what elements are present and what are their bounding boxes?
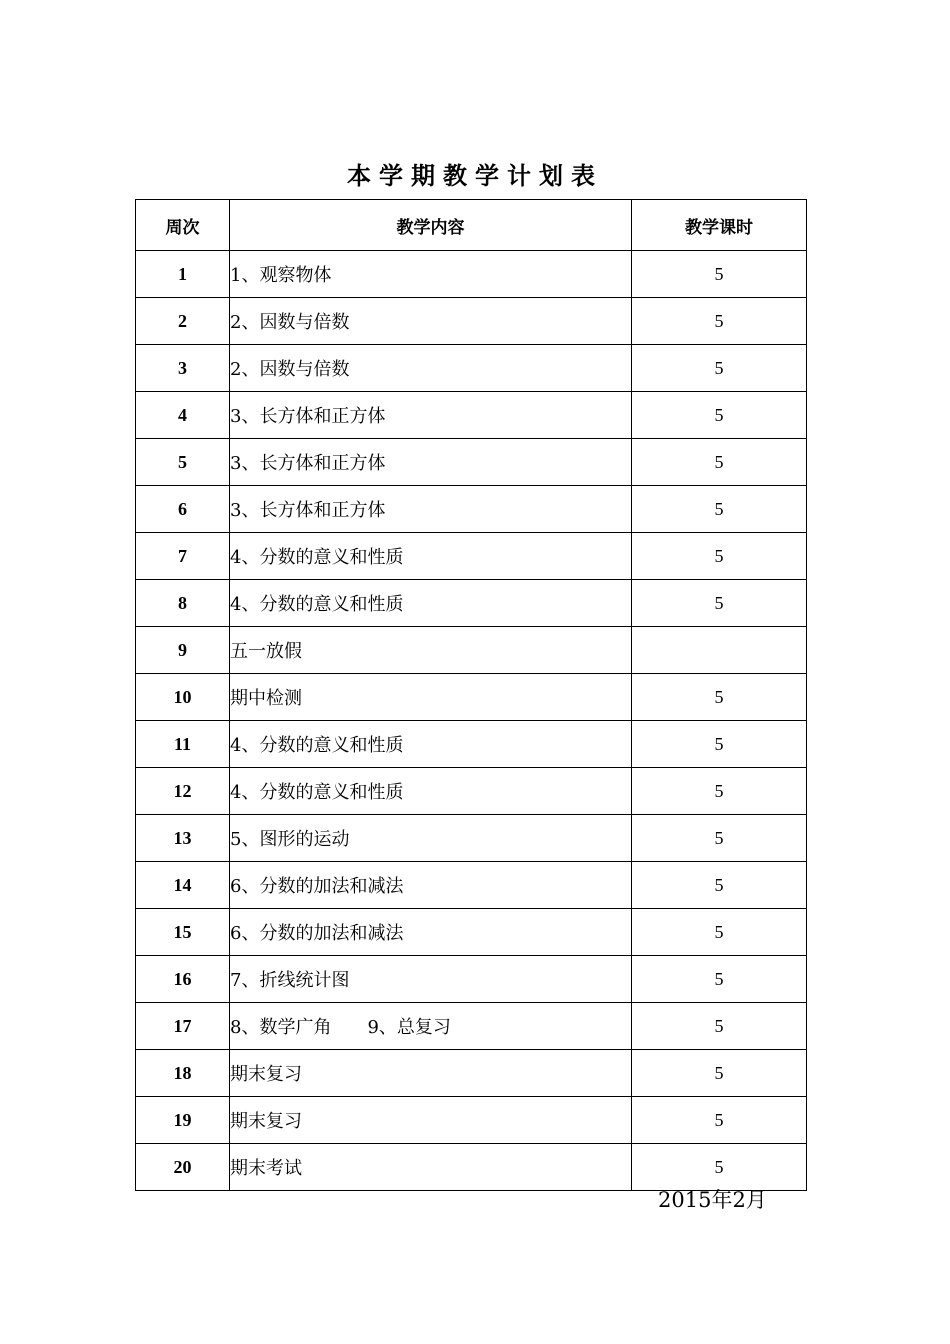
content-cell: 4、分数的意义和性质 <box>230 721 632 768</box>
table-row <box>136 909 807 956</box>
week-cell: 15 <box>136 909 230 956</box>
hours-cell: 5 <box>632 1097 807 1144</box>
content-cell: 3、长方体和正方体 <box>230 392 632 439</box>
header-week: 周次 <box>136 200 230 251</box>
week-cell: 14 <box>136 862 230 909</box>
content-cell: 6、分数的加法和减法 <box>230 909 632 956</box>
hours-cell: 5 <box>632 674 807 721</box>
table-row <box>136 1003 807 1050</box>
hours-cell: 5 <box>632 251 807 298</box>
hours-cell: 5 <box>632 721 807 768</box>
content-cell: 3、长方体和正方体 <box>230 486 632 533</box>
hours-cell: 5 <box>632 298 807 345</box>
week-cell: 11 <box>136 721 230 768</box>
table-row <box>136 533 807 580</box>
table-row <box>136 815 807 862</box>
week-cell: 1 <box>136 251 230 298</box>
table-row <box>136 862 807 909</box>
hours-cell: 5 <box>632 439 807 486</box>
week-cell: 9 <box>136 627 230 674</box>
teaching-plan-table <box>135 199 807 1191</box>
week-cell: 18 <box>136 1050 230 1097</box>
week-cell: 13 <box>136 815 230 862</box>
hours-cell: 5 <box>632 1003 807 1050</box>
content-cell: 4、分数的意义和性质 <box>230 580 632 627</box>
table-row <box>136 580 807 627</box>
table-row <box>136 345 807 392</box>
hours-cell: 5 <box>632 1050 807 1097</box>
table-row <box>136 721 807 768</box>
table-row <box>136 392 807 439</box>
week-cell: 17 <box>136 1003 230 1050</box>
content-cell: 2、因数与倍数 <box>230 345 632 392</box>
hours-cell: 5 <box>632 486 807 533</box>
content-cell: 7、折线统计图 <box>230 956 632 1003</box>
table-row <box>136 251 807 298</box>
content-cell: 4、分数的意义和性质 <box>230 768 632 815</box>
content-cell: 期末复习 <box>230 1097 632 1144</box>
hours-cell: 5 <box>632 956 807 1003</box>
content-cell: 期末考试 <box>230 1144 632 1191</box>
table-row <box>136 1097 807 1144</box>
week-cell: 7 <box>136 533 230 580</box>
document-date: 2015年2月 <box>658 1188 767 1212</box>
hours-cell: 5 <box>632 345 807 392</box>
hours-cell: 5 <box>632 768 807 815</box>
hours-cell: 5 <box>632 533 807 580</box>
content-cell: 5、图形的运动 <box>230 815 632 862</box>
week-cell: 10 <box>136 674 230 721</box>
header-content: 教学内容 <box>230 200 632 251</box>
hours-cell: 5 <box>632 862 807 909</box>
week-cell: 5 <box>136 439 230 486</box>
table-row <box>136 1050 807 1097</box>
week-cell: 16 <box>136 956 230 1003</box>
table-row <box>136 298 807 345</box>
table-row <box>136 674 807 721</box>
table-row <box>136 768 807 815</box>
hours-cell <box>632 627 807 674</box>
content-cell: 期中检测 <box>230 674 632 721</box>
week-cell: 3 <box>136 345 230 392</box>
content-cell: 期末复习 <box>230 1050 632 1097</box>
content-cell: 3、长方体和正方体 <box>230 439 632 486</box>
week-cell: 6 <box>136 486 230 533</box>
week-cell: 4 <box>136 392 230 439</box>
table-header-row <box>136 200 807 251</box>
content-cell: 五一放假 <box>230 627 632 674</box>
content-cell: 8、数学广角 9、总复习 <box>230 1003 632 1050</box>
hours-cell: 5 <box>632 1144 807 1191</box>
hours-cell: 5 <box>632 580 807 627</box>
hours-cell: 5 <box>632 815 807 862</box>
page-title: 本学期教学计划表 <box>347 162 603 190</box>
week-cell: 8 <box>136 580 230 627</box>
week-cell: 2 <box>136 298 230 345</box>
table-row <box>136 956 807 1003</box>
header-hours: 教学课时 <box>632 200 807 251</box>
week-cell: 20 <box>136 1144 230 1191</box>
week-cell: 19 <box>136 1097 230 1144</box>
content-cell: 6、分数的加法和减法 <box>230 862 632 909</box>
week-cell: 12 <box>136 768 230 815</box>
content-cell: 2、因数与倍数 <box>230 298 632 345</box>
table-row <box>136 627 807 674</box>
table-row <box>136 439 807 486</box>
content-cell: 1、观察物体 <box>230 251 632 298</box>
hours-cell: 5 <box>632 392 807 439</box>
hours-cell: 5 <box>632 909 807 956</box>
content-cell: 4、分数的意义和性质 <box>230 533 632 580</box>
table-row <box>136 486 807 533</box>
